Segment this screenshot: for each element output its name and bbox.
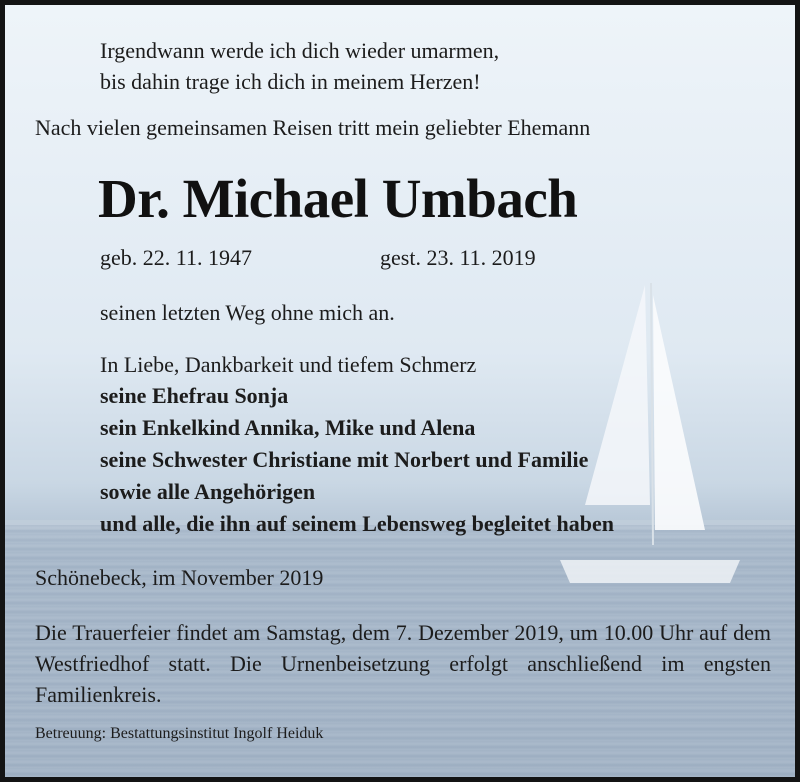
poem-line-2: bis dahin trage ich dich in meinem Herzen! (100, 69, 481, 94)
mourning-intro: In Liebe, Dankbarkeit und tiefem Schmerz (100, 352, 477, 377)
funeral-home-credit: Betreuung: Bestattungsinstitut Ingolf Heiduk (35, 725, 324, 742)
sailboat-image (555, 275, 755, 595)
lead-sentence: Nach vielen gemeinsamen Reisen tritt mein geliebter Ehemann (35, 115, 591, 140)
mourner-line: seine Ehefrau Sonja (100, 383, 289, 408)
funeral-notice: Die Trauerfeier findet am Samstag, dem 7. Dezember 2019, um 10.00 Uhr auf dem Westfriedhof statt. Die Urnenbeisetzung erfolgt anschließend im engsten Familienkreis. (35, 620, 771, 707)
last-way-text: seinen letzten Weg ohne mich an. (100, 300, 395, 325)
poem-line-1: Irgendwann werde ich dich wieder umarmen, (100, 38, 500, 63)
deceased-name: Dr. Michael Umbach (98, 168, 578, 229)
death-date: gest. 23. 11. 2019 (380, 245, 536, 270)
mourner-line: und alle, die ihn auf seinem Lebensweg begleitet haben (100, 511, 614, 536)
mourner-line: seine Schwester Christiane mit Norbert und Familie (100, 447, 589, 472)
place-date: Schönebeck, im November 2019 (35, 565, 324, 590)
birth-date: geb. 22. 11. 1947 (100, 245, 252, 270)
mourner-line: sein Enkelkind Annika, Mike und Alena (100, 415, 476, 440)
mourner-line: sowie alle Angehörigen (100, 479, 316, 504)
